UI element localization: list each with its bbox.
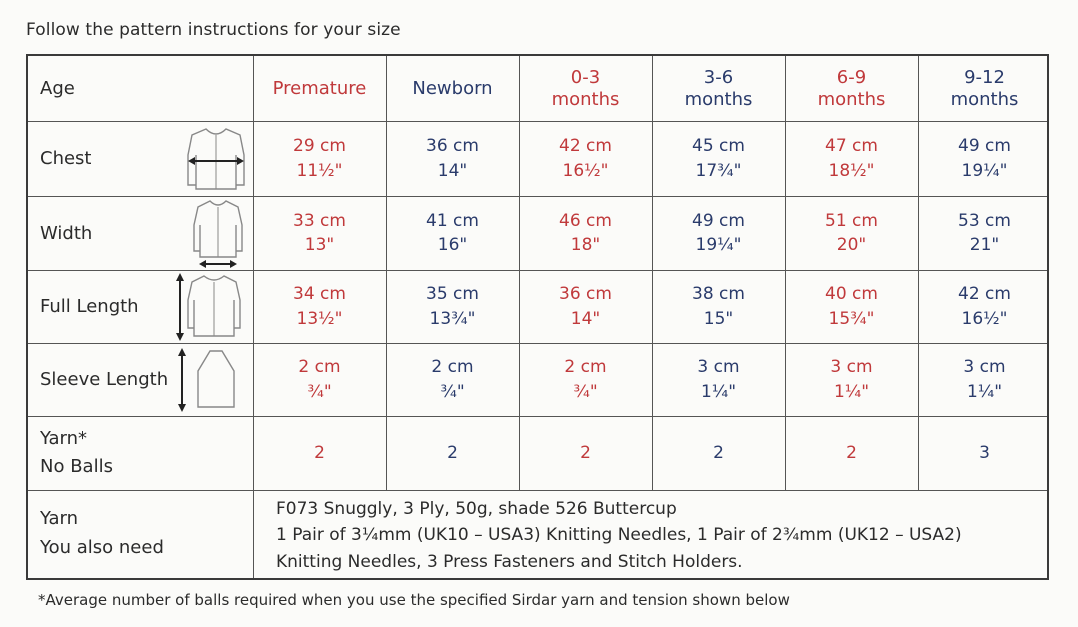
imperial-value: 11½" <box>296 160 343 181</box>
imperial-value: 13¾" <box>429 308 476 329</box>
metric-value: 29 cm <box>293 136 346 157</box>
column-header-line2: months <box>817 88 886 110</box>
you-also-need-label: You also need <box>40 537 164 558</box>
imperial-value: 18" <box>570 235 601 255</box>
metric-value: 2 cm <box>298 357 341 378</box>
column-header <box>918 56 1051 121</box>
balls-count: 2 <box>580 442 591 463</box>
table-cell <box>785 343 918 416</box>
table-cell <box>785 270 918 343</box>
sleeve-length-label: Sleeve Length <box>40 369 169 390</box>
imperial-value: 16" <box>437 235 468 255</box>
chest-label: Chest <box>40 148 92 169</box>
column-header-line1: 6-9 <box>836 66 867 88</box>
imperial-value: 19¼" <box>695 235 742 255</box>
imperial-value: 20" <box>836 235 867 255</box>
metric-value: 3 cm <box>963 357 1006 378</box>
imperial-value: 18½" <box>828 160 875 181</box>
column-header-line1: 9-12 <box>964 66 1005 88</box>
yarn-line-2: 1 Pair of 3¼mm (UK10 – USA3) Knitting Needles, 1 Pair of 2¾mm (UK12 – USA2) <box>276 525 962 546</box>
row-label-chest <box>28 121 188 196</box>
yarn-line-1: F073 Snuggly, 3 Ply, 50g, shade 526 Buttercup <box>276 499 677 519</box>
table-cell <box>386 343 519 416</box>
table-cell <box>652 121 785 196</box>
imperial-value: 16½" <box>562 160 609 181</box>
table-cell <box>386 270 519 343</box>
metric-value: 38 cm <box>692 284 745 305</box>
imperial-value: 16½" <box>961 308 1008 329</box>
metric-value: 40 cm <box>825 284 878 305</box>
imperial-value: ¾" <box>307 381 332 402</box>
metric-value: 45 cm <box>692 136 745 157</box>
table-cell <box>652 196 785 270</box>
table-cell <box>253 121 386 196</box>
yarn-details <box>276 496 962 575</box>
table-cell <box>386 196 519 270</box>
metric-value: 2 cm <box>564 357 607 378</box>
metric-value: 53 cm <box>958 210 1011 231</box>
column-header-line1: 3-6 <box>703 66 734 88</box>
imperial-value: ¾" <box>440 381 465 402</box>
balls-cell <box>652 416 785 490</box>
balls-count: 3 <box>979 442 990 463</box>
table-cell <box>519 121 652 196</box>
imperial-value: 14" <box>570 308 601 329</box>
imperial-value: ¾" <box>573 381 598 402</box>
metric-value: 33 cm <box>293 210 346 231</box>
metric-value: 46 cm <box>559 210 612 231</box>
page-heading: Follow the pattern instructions for your size <box>26 20 401 40</box>
balls-cell <box>386 416 519 490</box>
column-header-line2: months <box>684 88 753 110</box>
column-header <box>519 56 652 121</box>
table-cell <box>652 343 785 416</box>
column-header <box>386 56 519 121</box>
balls-cell <box>519 416 652 490</box>
balls-count: 2 <box>713 442 724 463</box>
balls-count: 2 <box>846 442 857 463</box>
yarn-asterisk-label: Yarn* <box>40 428 88 450</box>
table-cell <box>519 270 652 343</box>
sleeve-length-icon <box>174 347 240 413</box>
table-cell <box>253 196 386 270</box>
imperial-value: 13½" <box>296 308 343 329</box>
metric-value: 34 cm <box>293 284 346 305</box>
row-label-width <box>28 196 188 270</box>
metric-value: 41 cm <box>426 210 479 231</box>
metric-value: 36 cm <box>426 136 479 157</box>
metric-value: 51 cm <box>825 210 878 231</box>
row-label-yarn <box>28 490 253 578</box>
row-label-sleeve-length <box>28 343 188 416</box>
metric-value: 49 cm <box>958 136 1011 157</box>
imperial-value: 15" <box>703 308 734 329</box>
imperial-value: 1¼" <box>700 381 737 402</box>
row-label-full-length <box>28 270 188 343</box>
cardigan-width-icon <box>190 199 246 269</box>
table-cell <box>253 270 386 343</box>
column-header <box>253 56 386 121</box>
balls-count: 2 <box>447 442 458 463</box>
balls-cell <box>785 416 918 490</box>
width-label: Width <box>40 222 93 244</box>
table-cell <box>918 270 1051 343</box>
table-cell <box>918 343 1051 416</box>
imperial-value: 1¼" <box>966 381 1003 402</box>
column-header-line2: months <box>950 88 1019 110</box>
table-cell <box>918 196 1051 270</box>
row-label-age <box>28 56 253 121</box>
metric-value: 42 cm <box>958 284 1011 305</box>
balls-cell <box>253 416 386 490</box>
table-cell <box>785 196 918 270</box>
imperial-value: 14" <box>437 160 468 181</box>
cardigan-chest-icon <box>184 125 248 193</box>
table-cell <box>253 343 386 416</box>
cardigan-length-icon <box>174 272 248 342</box>
imperial-value: 17¾" <box>695 160 742 181</box>
table-cell <box>652 270 785 343</box>
column-header-line2: months <box>551 88 620 110</box>
column-header <box>652 56 785 121</box>
metric-value: 36 cm <box>559 284 612 305</box>
balls-count: 2 <box>314 442 325 463</box>
imperial-value: 1¼" <box>833 381 870 402</box>
table-cell <box>519 196 652 270</box>
full-length-label: Full Length <box>40 296 139 317</box>
table-cell <box>918 121 1051 196</box>
column-header-line1: Premature <box>272 77 367 99</box>
imperial-value: 19¼" <box>961 160 1008 181</box>
metric-value: 47 cm <box>825 136 878 157</box>
table-cell <box>386 121 519 196</box>
metric-value: 35 cm <box>426 284 479 305</box>
yarn-line-3: Knitting Needles, 3 Press Fasteners and Stitch Holders. <box>276 551 743 572</box>
footnote: *Average number of balls required when you use the specified Sirdar yarn and tension shown below <box>38 591 790 609</box>
imperial-value: 21" <box>969 235 1000 255</box>
column-header-line1: 0-3 <box>570 66 601 88</box>
metric-value: 3 cm <box>697 357 740 378</box>
row-label-balls <box>28 416 253 490</box>
imperial-value: 13" <box>304 235 335 255</box>
age-label: Age <box>40 78 75 99</box>
size-table <box>26 54 1049 580</box>
table-cell <box>519 343 652 416</box>
yarn-label: Yarn <box>40 508 79 530</box>
no-balls-label: No Balls <box>40 456 113 477</box>
metric-value: 49 cm <box>692 210 745 231</box>
column-header-line1: Newborn <box>412 77 493 99</box>
imperial-value: 15¾" <box>828 308 875 329</box>
column-header <box>785 56 918 121</box>
table-cell <box>785 121 918 196</box>
metric-value: 2 cm <box>431 357 474 378</box>
balls-cell <box>918 416 1051 490</box>
metric-value: 42 cm <box>559 136 612 157</box>
metric-value: 3 cm <box>830 357 873 378</box>
